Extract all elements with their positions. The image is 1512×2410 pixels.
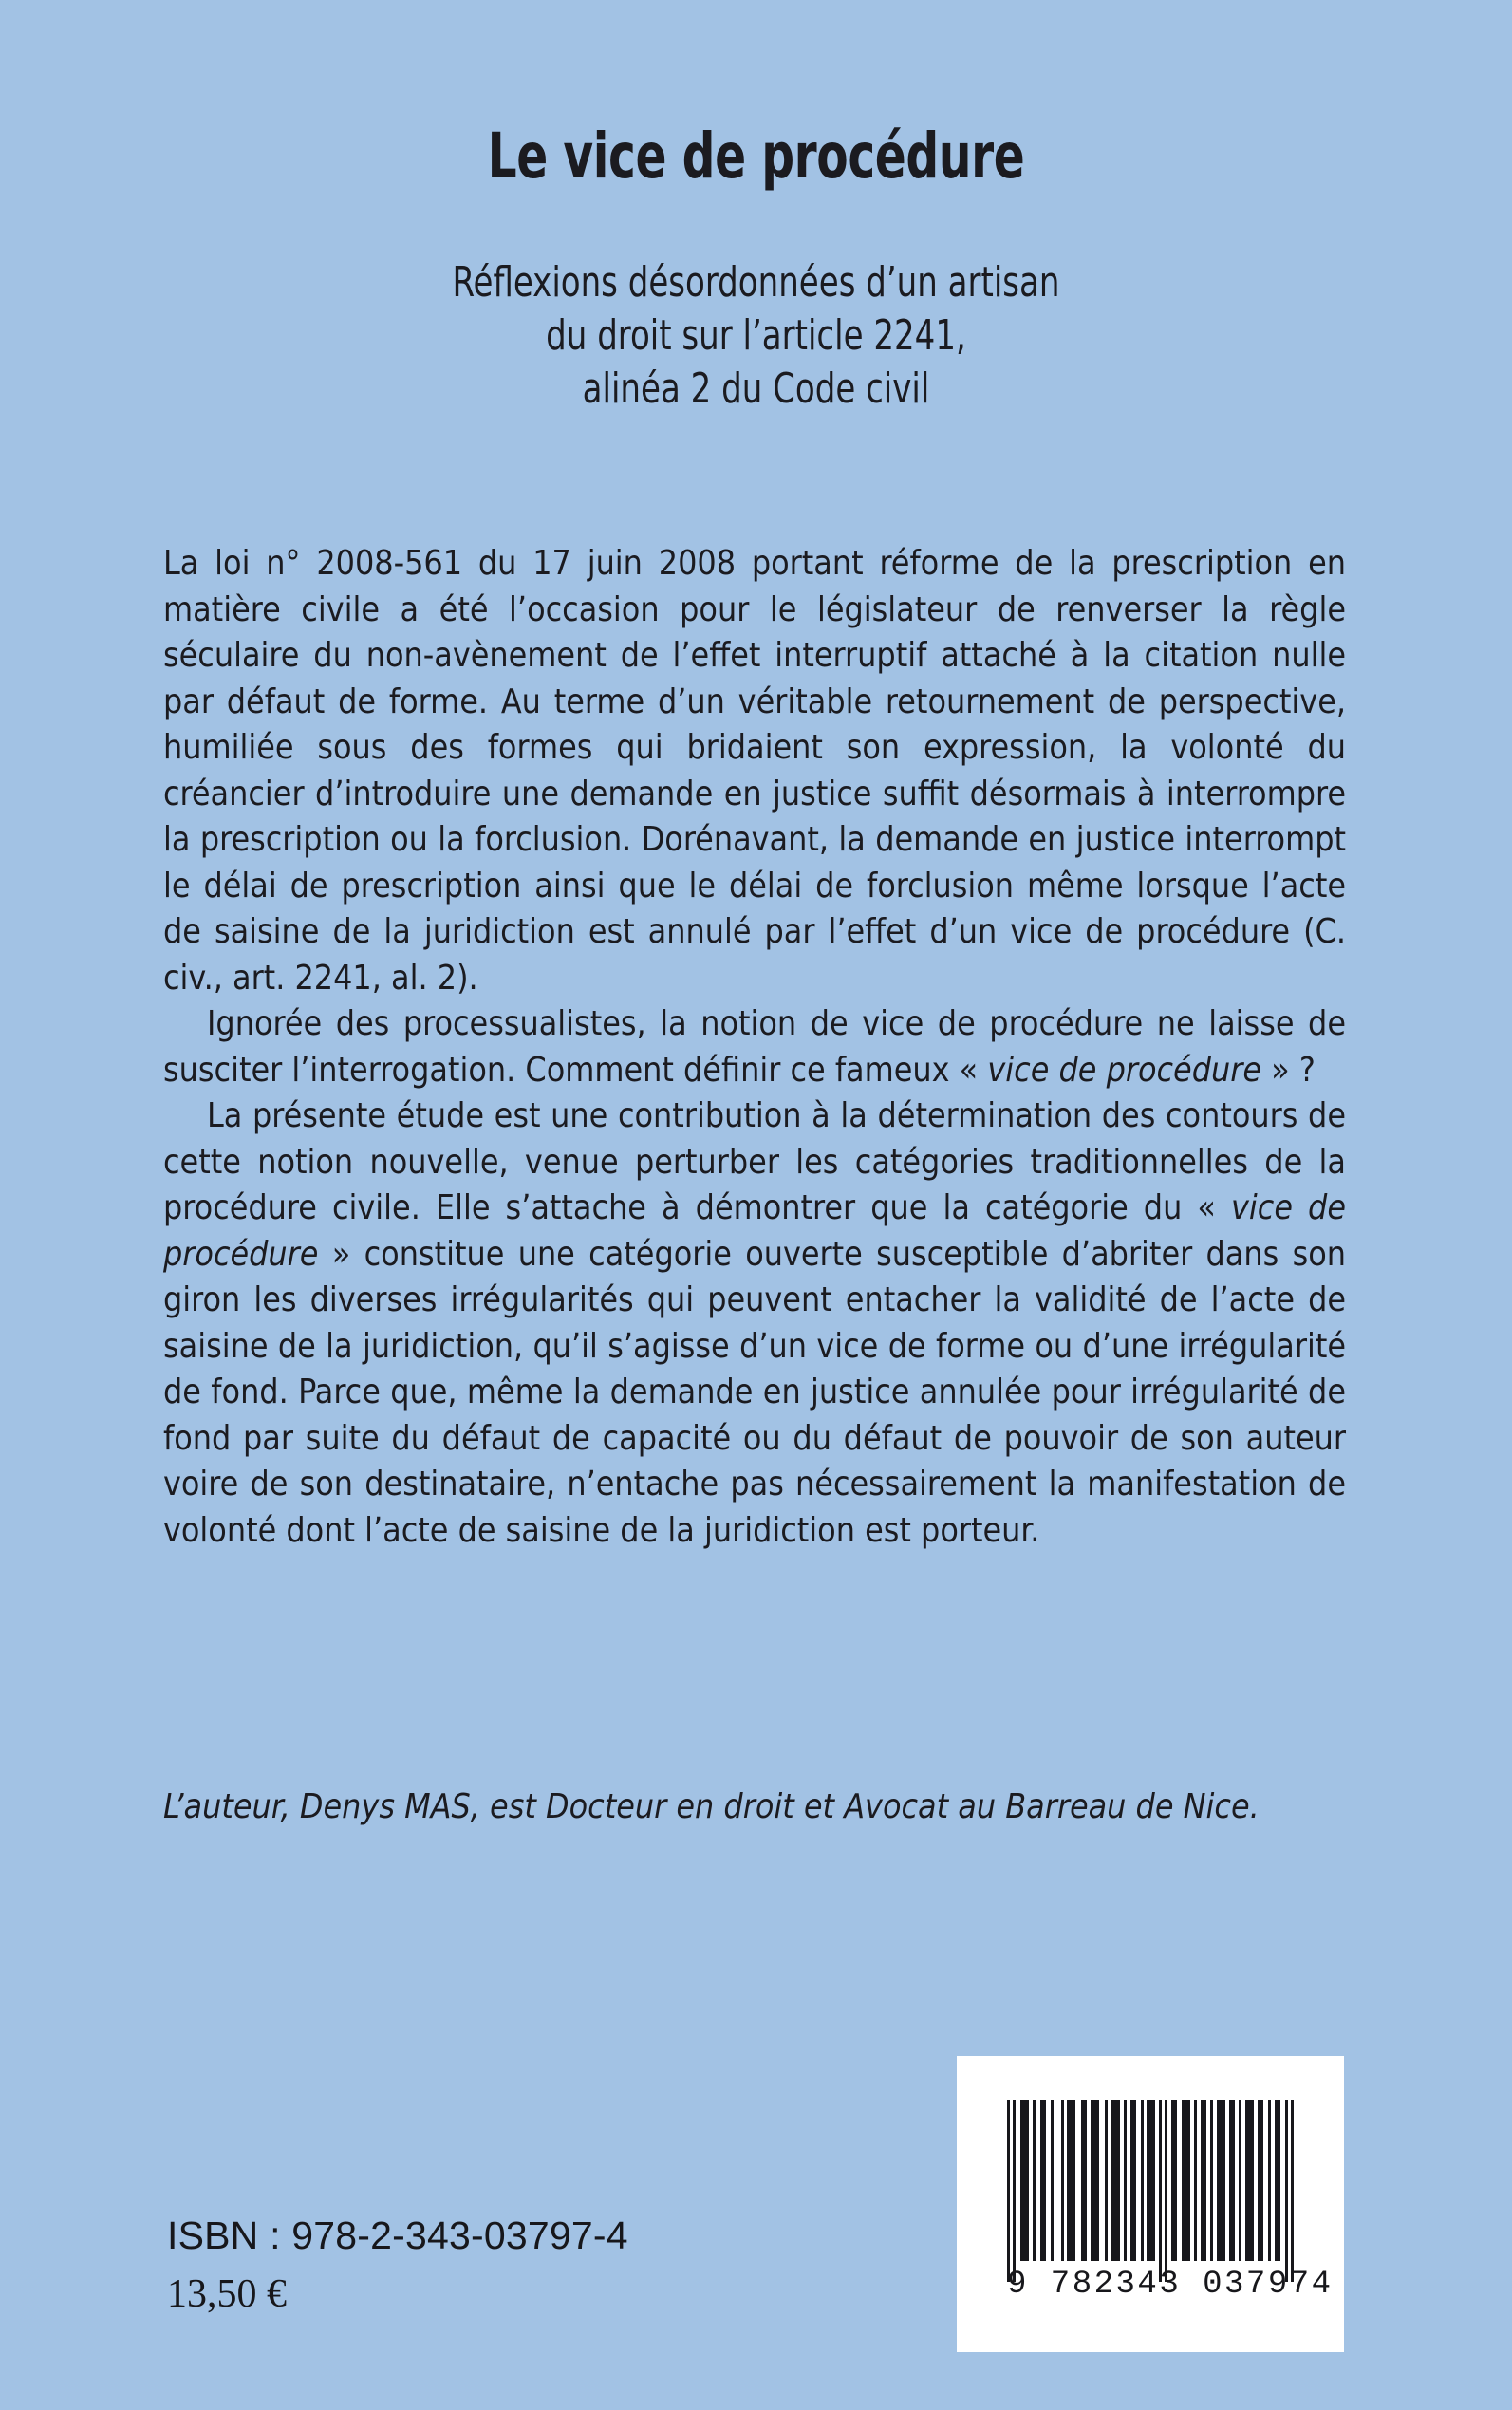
blurb-text [163, 541, 1346, 1554]
title-block [0, 120, 1512, 193]
barcode-digits: 9 782343 037974 [1007, 2267, 1334, 2303]
blurb-paragraph-3 [163, 1093, 1346, 1554]
blurb-paragraph-3-text-b: » constitue une catégorie ouverte susceptible d’abriter dans son giron les diverses irrégularités qui peuvent entacher la validité de l’acte de saisine de la juridiction, qu’il s’agisse d’un vice de forme ou d’une irrégularité de fond. Parce que, même la demande en justice annulée pour irrégularité de fond par suite du défaut de capacité ou du défaut de pouvoir de son auteur voire de son destinataire, n’entache pas nécessairement la manifestation de volonté dont l’acte de saisine de la juridiction est porteur. [163, 1234, 1346, 1550]
subtitle-line-2: du droit sur l’article 2241, [546, 311, 966, 360]
price-label: 13,50 € [167, 2272, 287, 2316]
blurb-paragraph-1 [163, 541, 1346, 1001]
subtitle-block [0, 256, 1512, 416]
page-title: Le vice de procédure [487, 120, 1025, 193]
subtitle-line-1: Réflexions désordonnées d’un artisan [452, 258, 1060, 307]
subtitle-line-3: alinéa 2 du Code civil [582, 364, 930, 413]
blurb-paragraph-3-text-a: La présente étude est une contribution à la détermination des contours de cette notion nouvelle, venue perturber les catégories traditionnelles de la procédure civile. Elle s’attache à démontrer que la catégorie du « [163, 1096, 1346, 1227]
barcode-box [957, 2056, 1344, 2352]
isbn-label: ISBN : 978-2-343-03797-4 [167, 2214, 628, 2257]
blurb-paragraph-2-emphasis: vice de procédure [987, 1050, 1262, 1090]
blurb-paragraph-3-emphasis: vice de procédure [163, 1188, 1346, 1274]
barcode-bars [1007, 2100, 1297, 2282]
blurb-paragraph-1-text: La loi n° 2008-561 du 17 juin 2008 portant réforme de la prescription en matière civile a été l’occasion pour le législateur de renverser la règle séculaire du non-avènement de l’effet interruptif attaché à la citation nulle par défaut de forme. Au terme d’un véritable retournement de perspective, humiliée sous des formes qui bridaient son expression, la volonté du créancier d’introduire une demande en justice suffit désormais à interrompre la prescription ou la forclusion. Dorénavant, la demande en justice interrompt le délai de prescription ainsi que le délai de forclusion même lorsque l’acte de saisine de la juridiction est annulé par l’effet d’un vice de procédure (C. civ., art. 2241, al. 2). [163, 544, 1346, 998]
barcode-icon [1007, 2100, 1297, 2282]
blurb-paragraph-2-text-b: » ? [1261, 1050, 1316, 1090]
author-note: L’auteur, Denys MAS, est Docteur en droit et Avocat au Barreau de Nice. [163, 1787, 1260, 1826]
blurb-paragraph-2 [163, 1001, 1346, 1093]
blurb-paragraph-2-text-a: Ignorée des processualistes, la notion de vice de procédure ne laisse de susciter l’interrogation. Comment définir ce fameux « [163, 1004, 1346, 1090]
